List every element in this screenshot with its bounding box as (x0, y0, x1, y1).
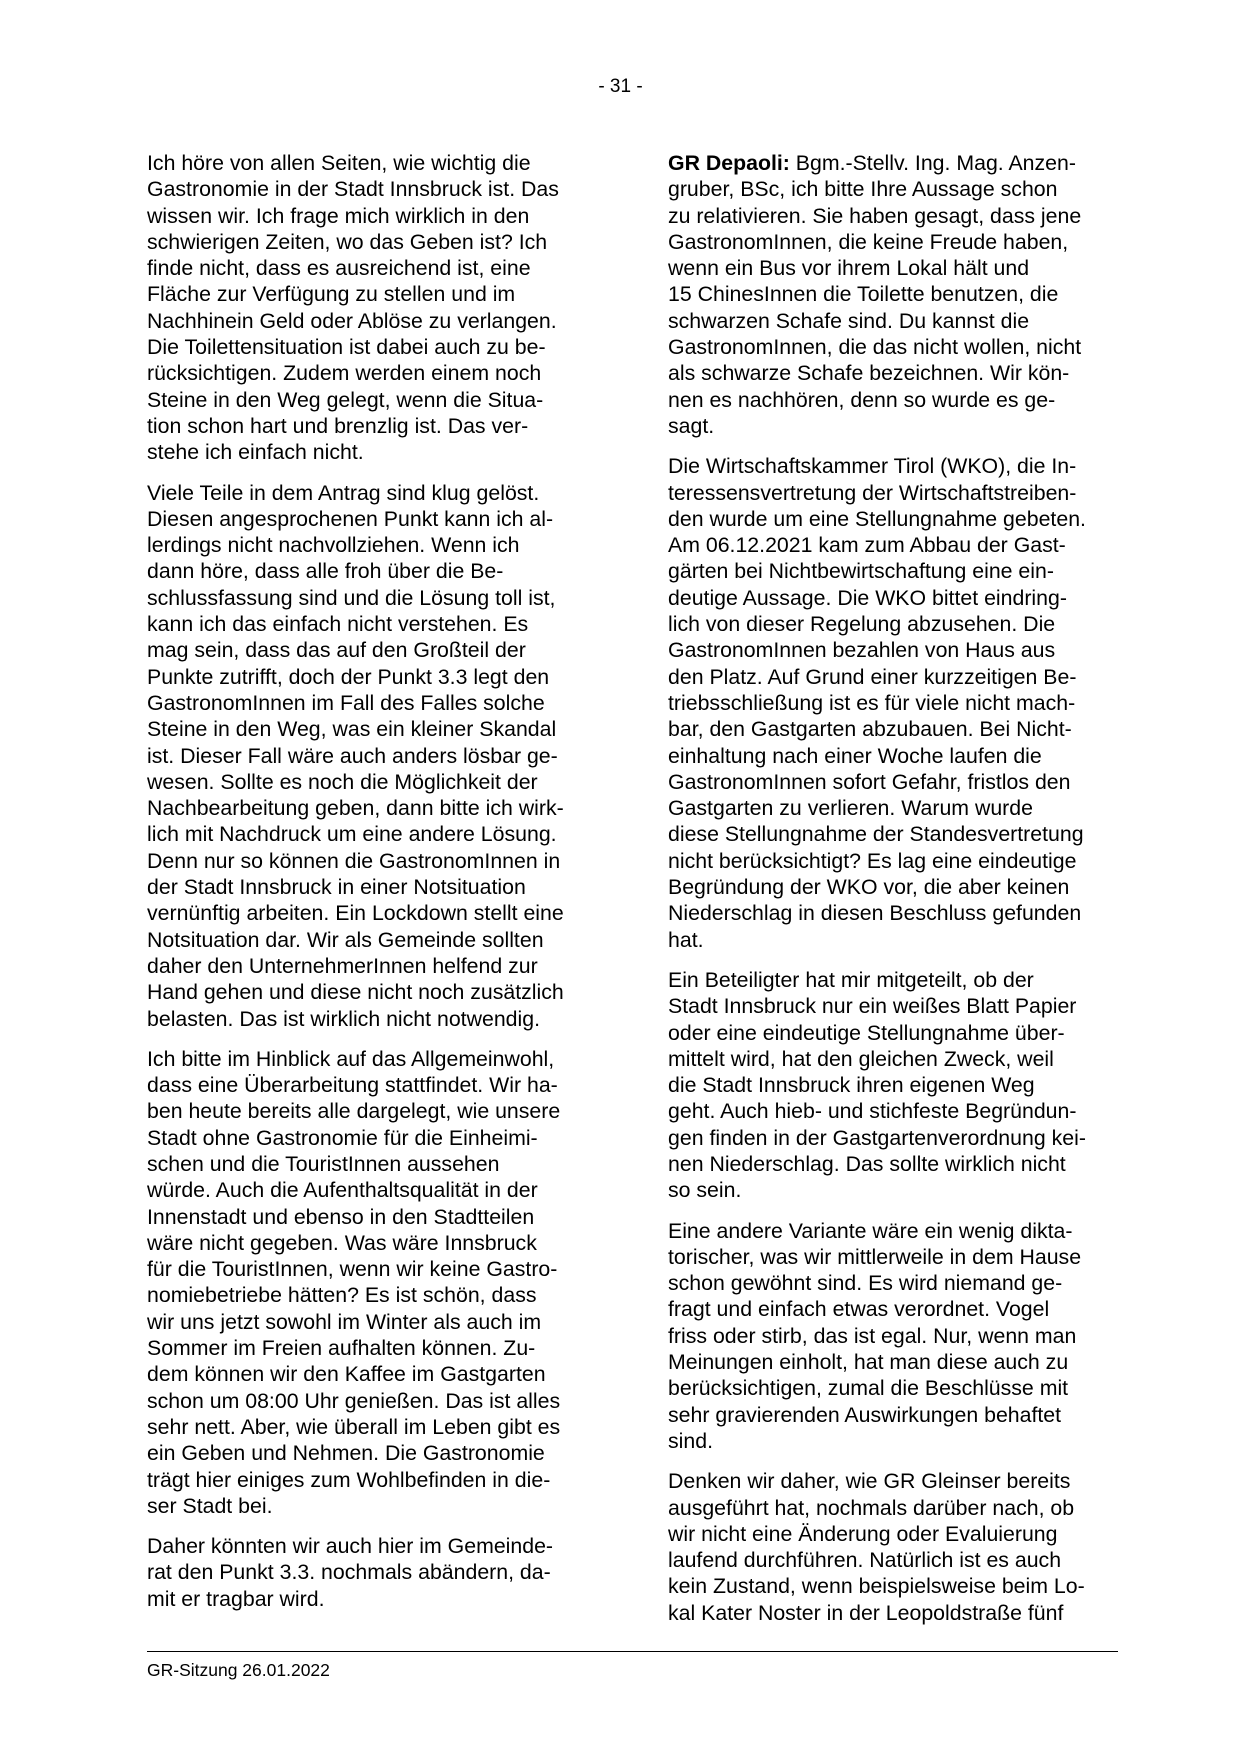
text-line: lich mit Nachdruck um eine andere Lösung. (147, 822, 557, 847)
text-line: gen finden in der Gastgartenverordnung kei- (668, 1125, 1086, 1150)
text-line: wissen wir. Ich frage mich wirklich in den (147, 203, 530, 228)
text-line: GastronomInnen im Fall des Falles solche (147, 690, 545, 715)
text-line: dem können wir den Kaffee im Gastgarten (147, 1362, 546, 1387)
paragraph (668, 1218, 1114, 1455)
text-line: den wurde um eine Stellungnahme gebeten. (668, 506, 1086, 531)
speaker-name: GR Depaoli: (668, 151, 790, 175)
paragraph (668, 967, 1114, 1204)
text-line: Niederschlag in diesen Beschluss gefunden (668, 901, 1082, 926)
text-line: Denn nur so können die GastronomInnen in (147, 848, 561, 873)
text-line: finde nicht, dass es ausreichend ist, eine (147, 256, 531, 281)
text-line: sind. (668, 1428, 713, 1453)
text-line: kein Zustand, wenn beispielsweise beim Lo- (668, 1574, 1085, 1599)
text-line: kal Kater Noster in der Leopoldstraße fünf (668, 1600, 1064, 1625)
text-line: gärten bei Nichtbewirtschaftung eine ein- (668, 559, 1054, 584)
text-line: oder eine eindeutige Stellungnahme über- (668, 1020, 1065, 1045)
text-line: Die Wirtschaftskammer Tirol (WKO), die In- (668, 454, 1077, 479)
text-line: sagt. (668, 413, 715, 438)
text-line: rat den Punkt 3.3. nochmals abändern, da- (147, 1560, 551, 1585)
text-line: Meinungen einholt, hat man diese auch zu (668, 1350, 1069, 1375)
text-line: Ein Beteiligter hat mir mitgeteilt, ob der (668, 967, 1034, 992)
text-line: so sein. (668, 1178, 742, 1203)
paragraph (147, 150, 593, 466)
text-line: Denken wir daher, wie GR Gleinser bereits (668, 1469, 1071, 1494)
text-line: lich von dieser Regelung abzusehen. Die (668, 612, 1056, 637)
text-line: teressensvertretung der Wirtschaftstreiben- (668, 480, 1077, 505)
text-line: gruber, BSc, ich bitte Ihre Aussage schon (668, 177, 1058, 202)
text-line: schlussfassung sind und die Lösung toll ist, (147, 585, 556, 610)
text-line: GastronomInnen sofort Gefahr, fristlos den (668, 769, 1071, 794)
text-line: rücksichtigen. Zudem werden einem noch (147, 361, 542, 386)
text-line: sehr gravierenden Auswirkungen behaftet (668, 1402, 1062, 1427)
text-line: 15 ChinesInnen die Toilette benutzen, die (668, 282, 1059, 307)
text-line: diese Stellungnahme der Standesvertretung (668, 822, 1084, 847)
text-line: Daher könnten wir auch hier im Gemeinde- (147, 1534, 554, 1559)
text-line: Die Toilettensituation ist dabei auch zu be- (147, 335, 546, 360)
text-line: Steine in den Weg, was ein kleiner Skandal (147, 717, 557, 742)
page-number: - 31 - (598, 76, 643, 97)
text-line: friss oder stirb, das ist egal. Nur, wenn man (668, 1323, 1077, 1348)
text-line: GastronomInnen bezahlen von Haus aus (668, 638, 1056, 663)
text-line: schwarzen Schafe sind. Du kannst die (668, 308, 1030, 333)
text-line: mag sein, dass das auf den Großteil der (147, 638, 526, 663)
text-line: Innenstadt und ebenso in den Stadtteilen (147, 1204, 535, 1229)
text-line: nomiebetriebe hätten? Es ist schön, dass (147, 1283, 537, 1308)
text-line: belasten. Das ist wirklich nicht notwendig. (147, 1006, 540, 1031)
paragraph (668, 1468, 1114, 1626)
text-line: Gastgarten zu verlieren. Warum wurde (668, 796, 1033, 821)
text-line: wir uns jetzt sowohl im Winter als auch im (147, 1309, 542, 1334)
text-line: schon gewöhnt sind. Es wird niemand ge- (668, 1271, 1063, 1296)
right-column (668, 150, 1114, 1640)
text-line: GastronomInnen, die keine Freude haben, (668, 229, 1069, 254)
text-line: schen und die TouristInnen aussehen (147, 1151, 500, 1176)
text-line: berücksichtigen, zumal die Beschlüsse mit (668, 1376, 1069, 1401)
text-line: laufend durchführen. Natürlich ist es auch (668, 1548, 1062, 1573)
text-line: Begründung der WKO vor, die aber keinen (668, 875, 1070, 900)
text-line: wenn ein Bus vor ihrem Lokal hält und (668, 256, 1030, 281)
text-line: Viele Teile in dem Antrag sind klug gelöst. (147, 480, 540, 505)
text-line: kann ich das einfach nicht verstehen. Es (147, 612, 529, 637)
text-line: Gastronomie in der Stadt Innsbruck ist. Das (147, 177, 559, 202)
text-line: zu relativieren. Sie haben gesagt, dass jene (668, 203, 1082, 228)
text-line: mittelt wird, hat den gleichen Zweck, weil (668, 1046, 1054, 1071)
text-line: Am 06.12.2021 kam zum Abbau der Gast- (668, 533, 1066, 558)
text-line: wäre nicht gegeben. Was wäre Innsbruck (147, 1230, 537, 1255)
text-line: ein Geben und Nehmen. Die Gastronomie (147, 1441, 545, 1466)
text-line: Notsituation dar. Wir als Gemeinde sollten (147, 927, 544, 952)
text-line: lerdings nicht nachvollziehen. Wenn ich (147, 533, 520, 558)
text-line: GastronomInnen, die das nicht wollen, nicht (668, 335, 1082, 360)
text-line: sehr nett. Aber, wie überall im Leben gibt es (147, 1414, 561, 1439)
text-line: nicht berücksichtigt? Es lag eine eindeutige (668, 848, 1077, 873)
paragraph (147, 1533, 593, 1612)
text-line: trägt hier einiges zum Wohlbefinden in die- (147, 1467, 551, 1492)
footer-text: GR-Sitzung 26.01.2022 (147, 1660, 330, 1680)
text-line: deutige Aussage. Die WKO bittet eindring- (668, 585, 1067, 610)
text-line: ist. Dieser Fall wäre auch anders lösbar ge- (147, 743, 558, 768)
text-line: nen Niederschlag. Das sollte wirklich nicht (668, 1151, 1066, 1176)
text-line: schon um 08:00 Uhr genießen. Das ist alles (147, 1388, 561, 1413)
text-line: Ich bitte im Hinblick auf das Allgemeinwohl, (147, 1046, 555, 1071)
text-line: mit er tragbar wird. (147, 1586, 325, 1611)
text-line: Steine in den Weg gelegt, wenn die Situa- (147, 387, 544, 412)
text-line: Stadt Innsbruck nur ein weißes Blatt Papier (668, 994, 1077, 1019)
text-line: ausgeführt hat, nochmals darüber nach, ob (668, 1495, 1075, 1520)
text-line: bar, den Gastgarten abzubauen. Bei Nicht- (668, 717, 1072, 742)
text-line: einhaltung nach einer Woche laufen die (668, 743, 1042, 768)
text-line: als schwarze Schafe bezeichnen. Wir kön- (668, 361, 1070, 386)
text-line: würde. Auch die Aufenthaltsqualität in der (147, 1178, 538, 1203)
text-line: Ich höre von allen Seiten, wie wichtig die (147, 151, 531, 175)
text-line: Diesen angesprochenen Punkt kann ich al- (147, 506, 554, 531)
text-line: nen es nachhören, denn so wurde es ge- (668, 387, 1056, 412)
text-line: für die TouristInnen, wenn wir keine Gastro- (147, 1257, 558, 1282)
text-line: tion schon hart und brenzlig ist. Das ver- (147, 413, 529, 438)
text-line: Eine andere Variante wäre ein wenig dikta- (668, 1218, 1073, 1243)
text-line: der Stadt Innsbruck in einer Notsituation (147, 875, 526, 900)
text-line: Sommer im Freien aufhalten können. Zu- (147, 1336, 536, 1361)
text-line: geht. Auch hieb- und stichfeste Begründun- (668, 1099, 1077, 1124)
text-line: daher den UnternehmerInnen helfend zur (147, 953, 538, 978)
paragraph (668, 453, 1114, 953)
text-line: ben heute bereits alle dargelegt, wie unsere (147, 1099, 561, 1124)
text-line: dann höre, dass alle froh über die Be- (147, 559, 504, 584)
left-column (147, 150, 593, 1626)
text-line: die Stadt Innsbruck ihren eigenen Weg (668, 1073, 1035, 1098)
text-line: dass eine Überarbeitung stattfindet. Wir ha- (147, 1073, 558, 1098)
footer-divider (147, 1651, 1118, 1652)
text-line: wesen. Sollte es noch die Möglichkeit der (147, 769, 538, 794)
text-line: triebsschließung ist es für viele nicht mach- (668, 690, 1076, 715)
text-line: hat. (668, 927, 704, 952)
text-line: stehe ich einfach nicht. (147, 440, 364, 465)
text-line: Punkte zutrifft, doch der Punkt 3.3 legt den (147, 664, 550, 689)
speaker-line-rest: Bgm.-Stellv. Ing. Mag. Anzen- (789, 151, 1076, 175)
text-line: Stadt ohne Gastronomie für die Einheimi- (147, 1125, 538, 1150)
text-line (668, 150, 1114, 176)
text-line: fragt und einfach etwas verordnet. Vogel (668, 1297, 1050, 1322)
text-line: Nachbearbeitung geben, dann bitte ich wirk- (147, 796, 564, 821)
text-line: Nachhinein Geld oder Ablöse zu verlangen. (147, 308, 557, 333)
text-line: schwierigen Zeiten, wo das Geben ist? Ich (147, 229, 548, 254)
paragraph (147, 480, 593, 1032)
text-line: wir nicht eine Änderung oder Evaluierung (668, 1521, 1058, 1546)
text-line: Hand gehen und diese nicht noch zusätzlich (147, 980, 564, 1005)
paragraph (668, 150, 1114, 439)
paragraph (147, 1046, 593, 1519)
text-line: torischer, was wir mittlerweile in dem Hause (668, 1244, 1082, 1269)
text-line: den Platz. Auf Grund einer kurzzeitigen Be- (668, 664, 1077, 689)
text-line: Fläche zur Verfügung zu stellen und im (147, 282, 516, 307)
text-line: vernünftig arbeiten. Ein Lockdown stellt eine (147, 901, 564, 926)
text-line: ser Stadt bei. (147, 1493, 273, 1518)
